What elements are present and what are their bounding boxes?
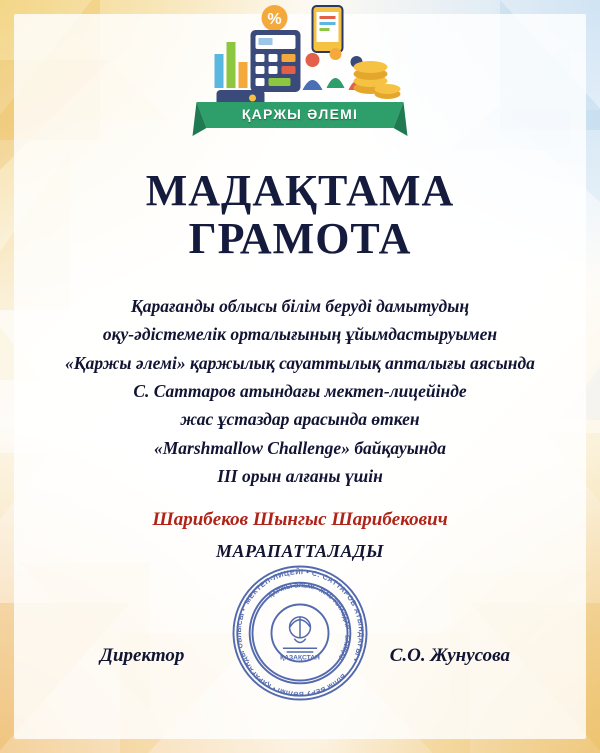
body-line: оқу-әдістемелік орталығының ұйымдастыруымен [102,324,498,345]
certificate-title [0,168,600,262]
body-line: жас ұстаздар арасында өткен [180,409,420,430]
body-line: «Marshmallow Challenge» байқауында [154,437,446,458]
body-line: III орын алғаны үшін [217,466,383,487]
calculator-icon [251,30,301,92]
signature-name: С.О. Жунусова [389,645,510,666]
svg-text:МЕКТЕП-ЛИЦЕЙІ • С. САТТАРОВ АТ: МЕКТЕП-ЛИЦЕЙІ • С. САТТАРОВ АТЫНДАҒЫ • [243,568,365,663]
signature-row [100,645,510,667]
percent-icon [262,5,288,31]
svg-text:ҚАРЖЫ ӘЛЕМІ • ЖАС ҰСТАЗДАР • Б: ҚАРЖЫ ӘЛЕМІ • ЖАС ҰСТАЗДАР • БАЙҚАУ [267,582,351,662]
body-line: Қарағанды облысы білім беруді дамытудың [130,296,470,316]
smartphone-icon [313,6,343,52]
chart-icon [215,42,248,88]
award-verb: МАРАПАТТАЛАДЫ [215,541,385,562]
svg-text:ҚАЗАҚСТАН: ҚАЗАҚСТАН [280,654,320,662]
body-line: С. Саттаров атындағы мектеп-лицейінде [133,381,467,402]
coins-icon [354,61,401,99]
certificate-body [46,292,554,562]
logo-ribbon-text: ҚАРЖЫ ӘЛЕМІ [241,106,359,122]
official-seal-stamp [224,557,376,709]
signature-title: Директор [100,645,185,666]
event-logo [193,2,408,142]
body-line: «Қаржы әлемі» қаржылық сауаттылық апталығы аясында [65,352,535,373]
awardee-name: Шарибеков Шынгыс Шарибекович [152,509,448,531]
title-line-kazakh: МАДАҚТАМА [145,166,455,215]
svg-text:БІЛІМ БЕРУ БӨЛІМІ • ҚАРАҒАНДЫ: БІЛІМ БЕРУ БӨЛІМІ • ҚАРАҒАНДЫ ОБЛЫСЫ • [236,607,347,697]
svg-text:%: % [267,11,282,28]
logo-area [0,0,600,148]
title-line-russian: ГРАМОТА [188,213,412,263]
